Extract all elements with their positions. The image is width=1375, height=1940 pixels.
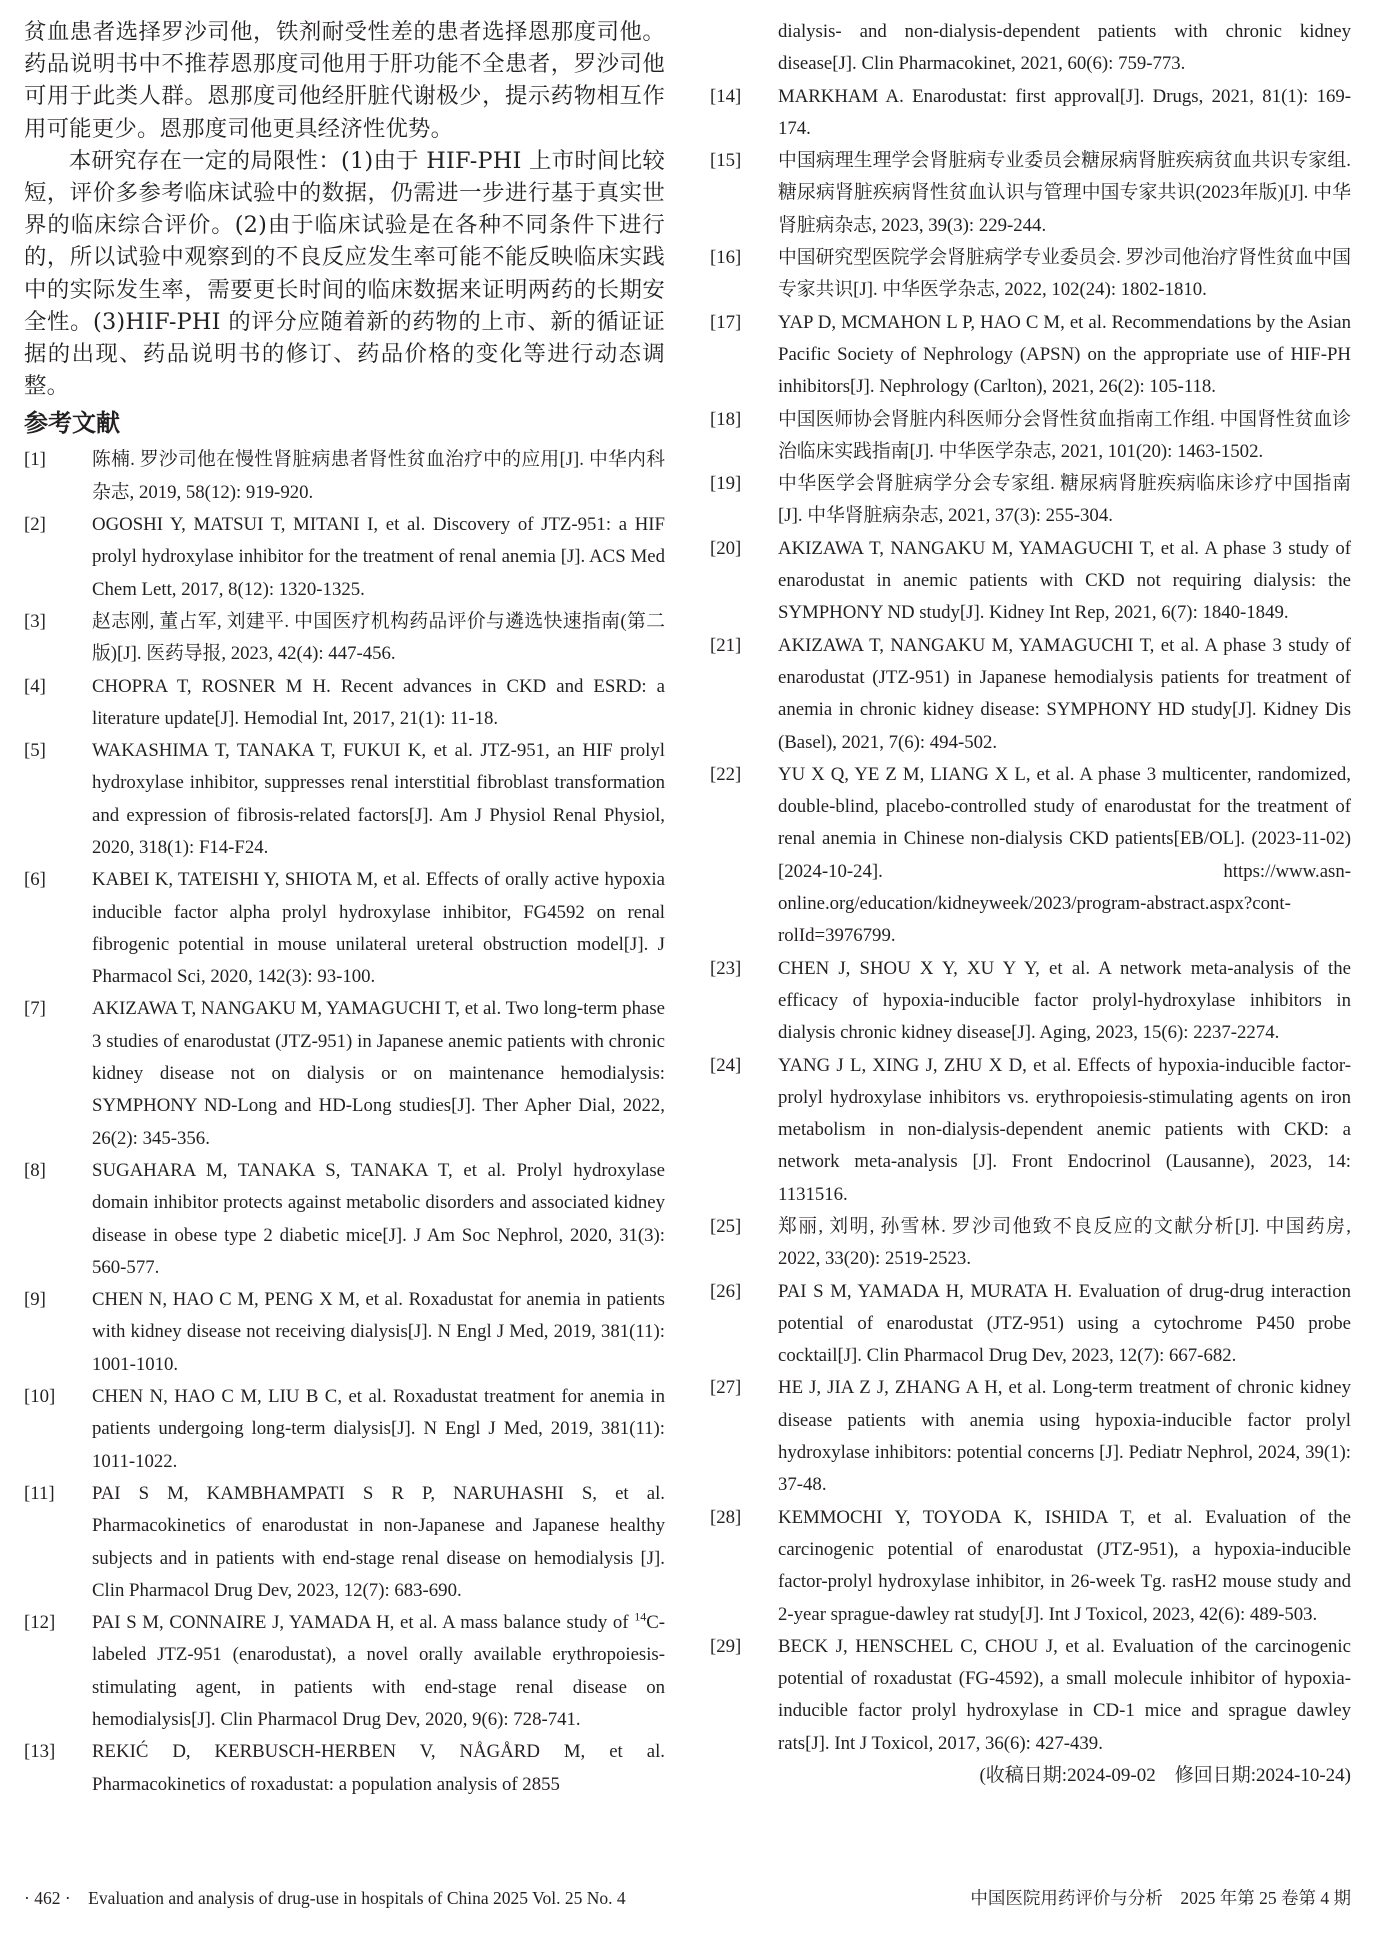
reference-list-right — [710, 81, 1351, 1760]
superscript: 14 — [634, 1609, 647, 1624]
page-footer-left: · 462 · Evaluation and analysis of drug-use in hospitals of China 2025 Vol. 25 No. 4 — [24, 1888, 626, 1908]
reference-item: [14] MARKHAM A. Enarodustat: first approval[J]. Drugs, 2021, 81(1): 169-174. — [710, 85, 1351, 139]
left-column — [24, 16, 665, 1801]
reference-item: [9] CHEN N, HAO C M, PENG X M, et al. Roxadustat for anemia in patients with kidney disease not receiving dialysis[J]. N Engl J Med, 2019, 381(11): 1001-1010. — [24, 1289, 665, 1375]
reference-item: [5] WAKASHIMA T, TANAKA T, FUKUI K, et al. JTZ-951, an HIF prolyl hydroxylase inhibitor, suppresses renal interstitial fibroblast transformation and expression of fibrosis-related factors[J]. Am J Physiol Renal Physiol, 2020, 318(1): F14-F24. — [24, 740, 665, 858]
reference-item: [10] CHEN N, HAO C M, LIU B C, et al. Roxadustat treatment for anemia in patients undergoing long-term dialysis[J]. N Engl J Med, 2019, 381(11): 1011-1022. — [24, 1386, 665, 1472]
reference-item: [18] 中国医师协会肾脏内科医师分会肾性贫血指南工作组. 中国肾性贫血诊治临床实践指南[J]. 中华医学杂志, 2021, 101(20): 1463-1502. — [710, 408, 1351, 462]
body-paragraph: 贫血患者选择罗沙司他，铁剂耐受性差的患者选择恩那度司他。药品说明书中不推荐恩那度司他用于肝功能不全患者，罗沙司他可用于此类人群。恩那度司他经肝脏代谢极少，提示药物相互作用可能更少。恩那度司他更具经济性优势。 — [24, 19, 665, 142]
reference-item: [23] CHEN J, SHOU X Y, XU Y Y, et al. A network meta-analysis of the efficacy of hypoxia-inducible factor prolyl-hydroxylase inhibitors in dialysis chronic kidney disease[J]. Aging, 2023, 15(6): 2237-2274. — [710, 957, 1351, 1044]
reference-item: [19] 中华医学会肾脏病学分会专家组. 糖尿病肾脏疾病临床诊疗中国指南[J]. 中华肾脏病杂志, 2021, 37(3): 255-304. — [710, 473, 1351, 527]
received-revised-dates: (收稿日期:2024-09-02 修回日期:2024-10-24) — [979, 1765, 1351, 1787]
reference-item: [28] KEMMOCHI Y, TOYODA K, ISHIDA T, et al. Evaluation of the carcinogenic potential of enarodustat (JTZ-951), a hypoxia-inducible factor-prolyl hydroxylase inhibitor, in 26-week Tg. rasH2 mouse study and 2-year sprague-dawley rat study[J]. Int J Toxicol, 2023, 42(6): 489-503. — [710, 1506, 1351, 1625]
reference-item: [13] REKIĆ D, KERBUSCH-HERBEN V, NÅGÅRD M, et al. Pharmacokinetics of roxadustat: a population analysis of 2855 — [24, 1741, 665, 1795]
references-heading: 参考文献 — [24, 409, 120, 438]
right-column — [710, 16, 1351, 1792]
reference-item: [26] PAI S M, YAMADA H, MURATA H. Evaluation of drug-drug interaction potential of enarodustat (JTZ-951) using a cytochrome P450 probe cocktail[J]. Clin Pharmacol Drug Dev, 2023, 12(7): 667-682. — [710, 1280, 1351, 1367]
reference-item: [27] HE J, JIA Z J, ZHANG A H, et al. Long-term treatment of chronic kidney disease patients with anemia using hypoxia-inducible factor prolyl hydroxylase inhibitors: potential concerns [J]. Pediatr Nephrol, 2024, 39(1): 37-48. — [710, 1377, 1351, 1496]
reference-item: [29] BECK J, HENSCHEL C, CHOU J, et al. Evaluation of the carcinogenic potential of roxadustat (FG-4592), a small molecule inhibitor of hypoxia-inducible factor prolyl hydroxylase in CD-1 mice and sprague dawley rats[J]. Int J Toxicol, 2017, 36(6): 427-439. — [710, 1635, 1351, 1754]
page-footer-right: 中国医院用药评价与分析 2025 年第 25 卷第 4 期 — [970, 1888, 1351, 1908]
reference-item: [2] OGOSHI Y, MATSUI T, MITANI I, et al. Discovery of JTZ-951: a HIF prolyl hydroxylase inhibitor for the treatment of renal anemia [J]. ACS Med Chem Lett, 2017, 8(12): 1320-1325. — [24, 514, 665, 600]
reference-item: [15] 中国病理生理学会肾脏病专业委员会糖尿病肾脏疾病贫血共识专家组. 糖尿病肾脏疾病肾性贫血认识与管理中国专家共识(2023年版)[J]. 中华肾脏病杂志, 2023, 39(3): 229-244. — [710, 150, 1351, 236]
reference-item: [8] SUGAHARA M, TANAKA S, TANAKA T, et al. Prolyl hydroxylase domain inhibitor protects against metabolic disorders and associated kidney disease in obese type 2 diabetic mice[J]. J Am Soc Nephrol, 2020, 31(3): 560-577. — [24, 1159, 665, 1278]
reference-item: [1] 陈楠. 罗沙司他在慢性肾脏病患者肾性贫血治疗中的应用[J]. 中华内科杂志, 2019, 58(12): 919-920. — [24, 449, 665, 503]
reference-item: [17] YAP D, MCMAHON L P, HAO C M, et al. Recommendations by the Asian Pacific Society of Nephrology (APSN) on the appropriate use of HIF-PH inhibitors[J]. Nephrology (Carlton), 2021, 26(2): 105-118. — [710, 311, 1351, 398]
reference-item: [12] PAI S M, CONNAIRE J, YAMADA H, et al. A mass balance study of $^{14}$C-labeled JTZ-951 (enarodustat), a novel orally available erythropoiesis-stimulating agent, in patients with end-stage renal disease on hemodialysis[J]. Clin Pharmacol Drug Dev, 2020, 9(6): 728-741. — [24, 1609, 665, 1731]
reference-item: [4] CHOPRA T, ROSNER M H. Recent advances in CKD and ESRD: a literature update[J]. Hemodial Int, 2017, 21(1): 11-18. — [24, 675, 665, 729]
continued-reference: dialysis- and non-dialysis-dependent patients with chronic kidney disease[J]. Clin Pharmacokinet, 2021, 60(6): 759-773. — [778, 21, 1351, 75]
reference-item: [7] AKIZAWA T, NANGAKU M, YAMAGUCHI T, et al. Two long-term phase 3 studies of enarodustat (JTZ-951) in Japanese anemic patients with chronic kidney disease not on dialysis or on maintenance hemodialysis: SYMPHONY ND-Long and HD-Long studies[J]. Ther Apher Dial, 2022, 26(2): 345-356. — [24, 998, 665, 1149]
reference-item: [11] PAI S M, KAMBHAMPATI S R P, NARUHASHI S, et al. Pharmacokinetics of enarodustat in non-Japanese and Japanese healthy subjects and in patients with end-stage renal disease on hemodialysis [J]. Clin Pharmacol Drug Dev, 2023, 12(7): 683-690. — [24, 1482, 665, 1601]
reference-item: [22] YU X Q, YE Z M, LIANG X L, et al. A phase 3 multicenter, randomized, double-blind, placebo-controlled study of enarodustat for the treatment of renal anemia in Chinese non-dialysis CKD patients[EB/OL]. (2023-11-02)[2024-10-24]. https://www.asn-online.org/education/kidneyweek/2023/program-abstract.aspx?cont-rolId=3976799. — [710, 763, 1351, 947]
reference-item: [3] 赵志刚, 董占军, 刘建平. 中国医疗机构药品评价与遴选快速指南(第二版)[J]. 医药导报, 2023, 42(4): 447-456. — [24, 610, 665, 665]
reference-item: [24] YANG J L, XING J, ZHU X D, et al. Effects of hypoxia-inducible factor-prolyl hydroxylase inhibitors vs. erythropoiesis-stimulating agents on iron metabolism in non-dialysis-dependent anemic patients with CKD: a network meta-analysis [J]. Front Endocrinol (Lausanne), 2023, 14: 1131516. — [710, 1054, 1351, 1205]
reference-item: [25] 郑丽, 刘明, 孙雪林. 罗沙司他致不良反应的文献分析[J]. 中国药房, 2022, 33(20): 2519-2523. — [710, 1215, 1351, 1270]
reference-item: [20] AKIZAWA T, NANGAKU M, YAMAGUCHI T, et al. A phase 3 study of enarodustat in anemic patients with CKD not requiring dialysis: the SYMPHONY ND study[J]. Kidney Int Rep, 2021, 6(7): 1840-1849. — [710, 537, 1351, 624]
reference-item: [16] 中国研究型医院学会肾脏病学专业委员会. 罗沙司他治疗肾性贫血中国专家共识[J]. 中华医学杂志, 2022, 102(24): 1802-1810. — [710, 247, 1351, 301]
reference-list-left — [24, 444, 665, 1800]
reference-item: [6] KABEI K, TATEISHI Y, SHIOTA M, et al. Effects of orally active hypoxia inducible factor alpha prolyl hydroxylase inhibitor, FG4592 on renal fibrogenic potential in mouse unilateral ureteral obstruction model[J]. J Pharmacol Sci, 2020, 142(3): 93-100. — [24, 869, 665, 988]
reference-item: [21] AKIZAWA T, NANGAKU M, YAMAGUCHI T, et al. A phase 3 study of enarodustat (JTZ-951) in Japanese hemodialysis patients for treatment of anemia in chronic kidney disease: SYMPHONY HD study[J]. Kidney Dis (Basel), 2021, 7(6): 494-502. — [710, 634, 1351, 753]
limitations-paragraph: 本研究存在一定的局限性：(1)由于 HIF-PHI 上市时间比较短，评价多参考临床试验中的数据，仍需进一步进行基于真实世界的临床综合评价。(2)由于临床试验是在各种不同条件下进行的，所以试验中观察到的不良反应发生率可能不能反映临床实践中的实际发生率，需要更长时间的临床数据来证明两药的长期安全性。(3)HIF-PHI 的评分应随着新的药物的上市、新的循证证据的出现、药品说明书的修订、药品价格的变化等进行动态调整。 — [24, 147, 665, 400]
